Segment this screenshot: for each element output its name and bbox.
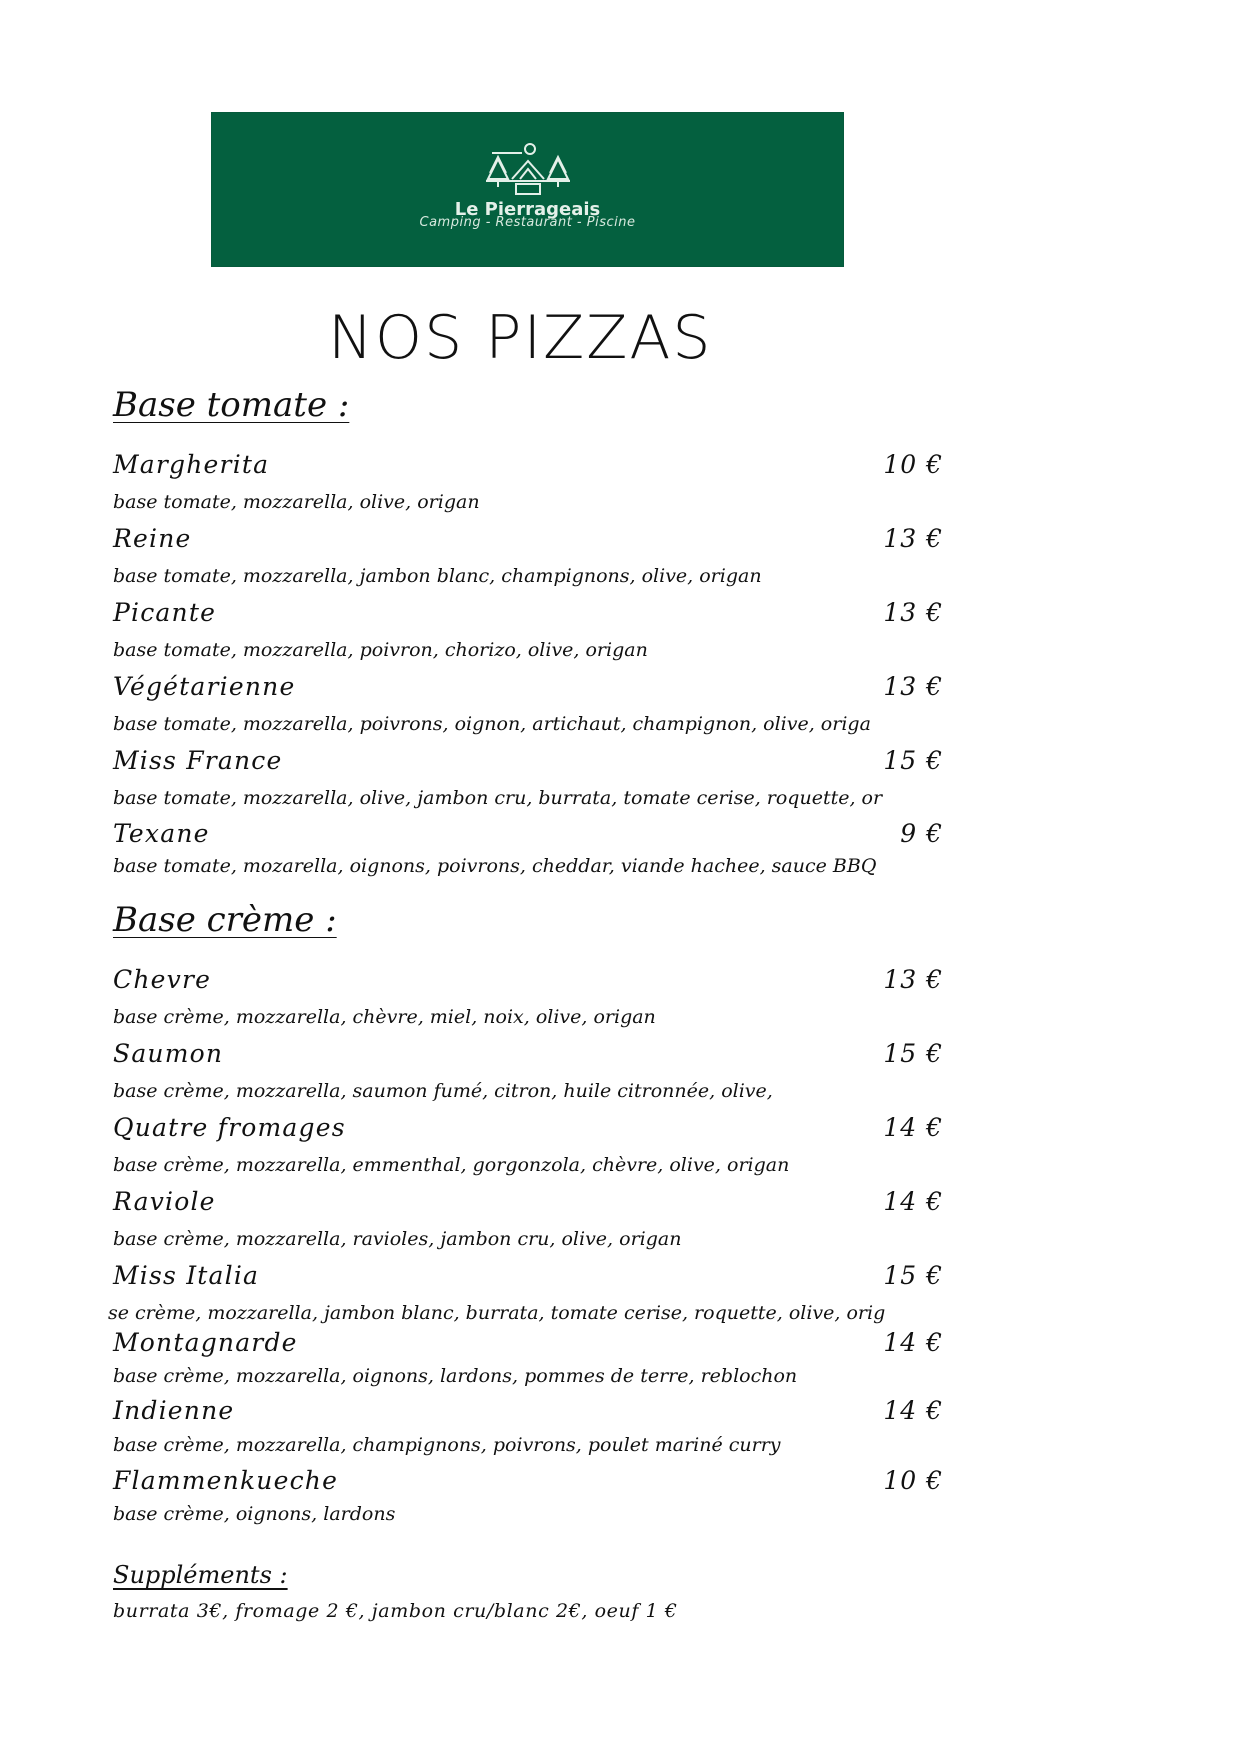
pizza-price: 10 € bbox=[883, 450, 943, 479]
logo-tagline: Camping - Restaurant - Piscine bbox=[419, 215, 636, 230]
pizza-name: Raviole bbox=[113, 1187, 216, 1216]
pizza-price: 14 € bbox=[883, 1328, 943, 1357]
pizza-name: Margherita bbox=[113, 450, 270, 479]
pizza-description: base tomate, mozarella, oignons, poivrons, cheddar, viande hachee, sauce BBQ bbox=[113, 855, 877, 877]
pizza-name: Reine bbox=[113, 524, 192, 553]
pizza-description: base tomate, mozzarella, poivron, chorizo, olive, origan bbox=[113, 639, 648, 661]
pizza-price: 10 € bbox=[883, 1466, 943, 1495]
pizza-name: Montagnarde bbox=[113, 1328, 298, 1357]
pizza-name: Picante bbox=[113, 598, 217, 627]
pizza-price: 13 € bbox=[883, 524, 943, 553]
logo-banner bbox=[211, 112, 844, 267]
pizza-description: base tomate, mozzarella, poivrons, oignon, artichaut, champignon, olive, origa bbox=[113, 713, 871, 735]
pizza-name: Miss Italia bbox=[113, 1261, 260, 1290]
pizza-name: Végétarienne bbox=[113, 672, 296, 701]
pizza-price: 15 € bbox=[883, 746, 943, 775]
pizza-price: 14 € bbox=[883, 1113, 943, 1142]
pizza-description: base tomate, mozzarella, olive, origan bbox=[113, 491, 480, 513]
pizza-description: base crème, mozzarella, chèvre, miel, noix, olive, origan bbox=[113, 1006, 656, 1028]
pizza-name: Indienne bbox=[113, 1396, 235, 1425]
section-heading-tomate: Base tomate : bbox=[113, 385, 350, 425]
pizza-price: 15 € bbox=[883, 1261, 943, 1290]
section-heading-creme: Base crème : bbox=[113, 900, 337, 940]
camping-trees-icon bbox=[478, 143, 578, 199]
pizza-name: Chevre bbox=[113, 965, 212, 994]
pizza-name: Saumon bbox=[113, 1039, 224, 1068]
pizza-name: Quatre fromages bbox=[113, 1113, 346, 1142]
page-title: NOS PIZZAS bbox=[328, 303, 713, 373]
pizza-description: base tomate, mozzarella, olive, jambon cru, burrata, tomate cerise, roquette, or bbox=[113, 787, 883, 809]
pizza-description: base crème, mozzarella, emmenthal, gorgonzola, chèvre, olive, origan bbox=[113, 1154, 790, 1176]
pizza-description: base crème, mozzarella, ravioles, jambon cru, olive, origan bbox=[113, 1228, 682, 1250]
pizza-name: Miss France bbox=[113, 746, 283, 775]
pizza-price: 14 € bbox=[883, 1187, 943, 1216]
pizza-price: 13 € bbox=[883, 598, 943, 627]
supplements-heading: Suppléments : bbox=[113, 1561, 288, 1589]
pizza-price: 13 € bbox=[883, 965, 943, 994]
pizza-price: 9 € bbox=[900, 819, 943, 848]
supplements-text: burrata 3€, fromage 2 €, jambon cru/blanc 2€, oeuf 1 € bbox=[113, 1600, 678, 1622]
logo-name: Le Pierrageais bbox=[454, 199, 601, 220]
pizza-description: base crème, mozzarella, oignons, lardons, pommes de terre, reblochon bbox=[113, 1365, 798, 1387]
pizza-name: Flammenkueche bbox=[113, 1466, 339, 1495]
pizza-description: base crème, mozzarella, champignons, poivrons, poulet mariné curry bbox=[113, 1434, 781, 1456]
pizza-description: base crème, oignons, lardons bbox=[113, 1503, 396, 1525]
pizza-price: 13 € bbox=[883, 672, 943, 701]
pizza-price: 14 € bbox=[883, 1396, 943, 1425]
pizza-description: base tomate, mozzarella, jambon blanc, champignons, olive, origan bbox=[113, 565, 762, 587]
pizza-price: 15 € bbox=[883, 1039, 943, 1068]
pizza-description: base crème, mozzarella, saumon fumé, citron, huile citronnée, olive, bbox=[113, 1080, 773, 1102]
pizza-description: se crème, mozzarella, jambon blanc, burrata, tomate cerise, roquette, olive, orig bbox=[108, 1302, 886, 1324]
pizza-name: Texane bbox=[113, 819, 210, 848]
